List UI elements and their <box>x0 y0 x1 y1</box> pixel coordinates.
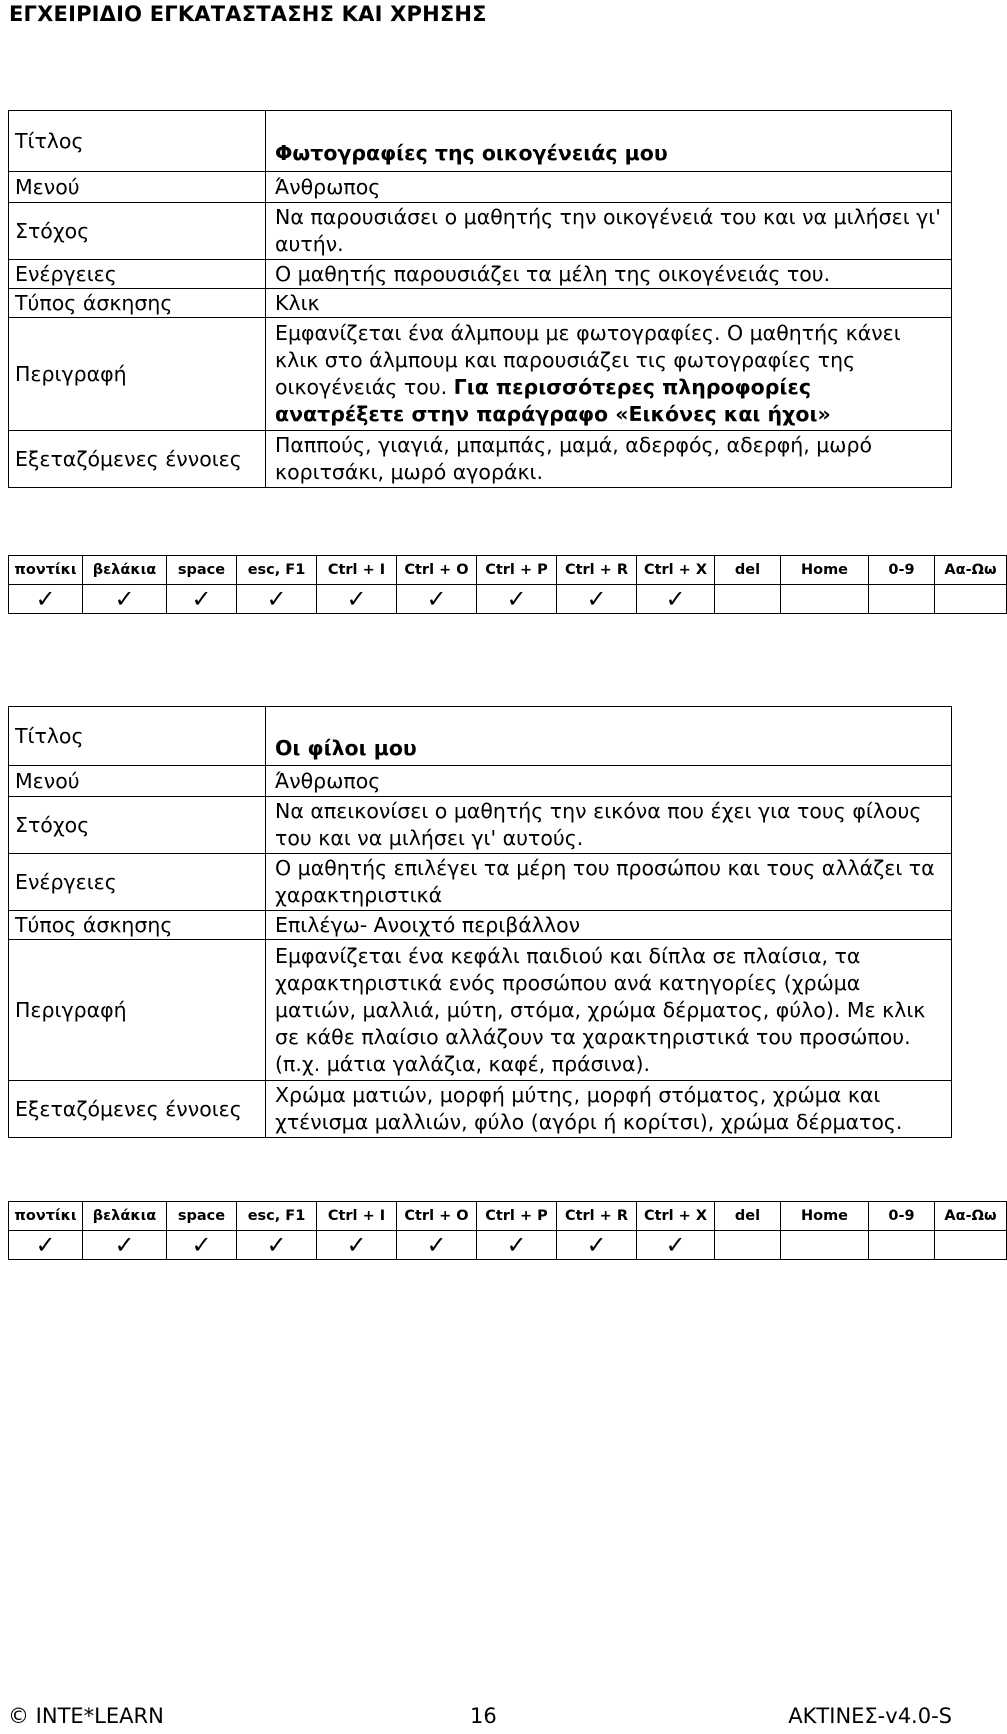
label-description: Περιγραφή <box>9 940 266 1081</box>
check-icon: ✓ <box>35 585 56 613</box>
check-icon: ✓ <box>506 1231 527 1259</box>
check-icon: ✓ <box>506 585 527 613</box>
activity-concepts: Χρώμα ματιών, μορφή μύτης, μορφή στόματος, χρώμα και χτένισμα μαλλιών, φύλο (αγόρι ή κορίτσι), χρώμα δέρματος. <box>266 1081 952 1138</box>
key-check-cell <box>477 1231 557 1260</box>
key-check-cell <box>935 1231 1007 1260</box>
key-label: ποντίκι <box>9 1202 83 1231</box>
label-type: Τύπος άσκησης <box>9 289 266 318</box>
key-label: Ctrl + X <box>637 1202 715 1231</box>
activity-description-bold: Για περισσότερες πληροφορίες ανατρέξετε στην παράγραφο «Εικόνες και ήχοι» <box>275 375 831 426</box>
label-type: Τύπος άσκησης <box>9 911 266 940</box>
key-check-cell <box>477 585 557 614</box>
key-label: space <box>167 1202 237 1231</box>
key-check-cell <box>9 1231 83 1260</box>
activity-type: Κλικ <box>266 289 952 318</box>
key-check-cell <box>317 585 397 614</box>
key-check-cell <box>167 1231 237 1260</box>
check-icon: ✓ <box>426 1231 447 1259</box>
check-icon: ✓ <box>586 585 607 613</box>
check-icon: ✓ <box>114 585 135 613</box>
check-icon: ✓ <box>266 1231 287 1259</box>
key-label: Ctrl + R <box>557 1202 637 1231</box>
key-check-cell <box>715 1231 781 1260</box>
page-header-title: ΕΓΧΕΙΡΙΔΙΟ ΕΓΚΑΤΑΣΤΑΣΗΣ ΚΑΙ ΧΡΗΣΗΣ <box>9 2 487 26</box>
activity-title: Φωτογραφίες της οικογένειάς μου <box>266 111 952 172</box>
key-check-cell <box>637 585 715 614</box>
key-label: del <box>715 556 781 585</box>
check-icon: ✓ <box>346 1231 367 1259</box>
key-label: Ctrl + O <box>397 1202 477 1231</box>
key-label: Ctrl + P <box>477 1202 557 1231</box>
key-label: 0-9 <box>869 1202 935 1231</box>
key-label: Ctrl + R <box>557 556 637 585</box>
key-label: Ctrl + I <box>317 556 397 585</box>
key-label: Ctrl + P <box>477 556 557 585</box>
label-title: Τίτλος <box>9 707 266 766</box>
footer-copyright: © INTE*LEARN <box>8 1704 164 1728</box>
key-label: Αα-Ωω <box>935 1202 1007 1231</box>
key-check-cell <box>167 585 237 614</box>
key-check-cell <box>237 585 317 614</box>
key-label: Αα-Ωω <box>935 556 1007 585</box>
key-label: esc, F1 <box>237 1202 317 1231</box>
page-footer <box>0 1700 960 1734</box>
label-actions: Ενέργειες <box>9 260 266 289</box>
activity-description-cell <box>266 318 952 431</box>
label-description: Περιγραφή <box>9 318 266 431</box>
key-label: space <box>167 556 237 585</box>
key-check-cell <box>935 585 1007 614</box>
activity-menu: Άνθρωπος <box>266 766 952 797</box>
label-goal: Στόχος <box>9 797 266 854</box>
activity-title: Οι φίλοι μου <box>266 707 952 766</box>
label-goal: Στόχος <box>9 203 266 260</box>
key-label: Ctrl + I <box>317 1202 397 1231</box>
label-concepts: Εξεταζόμενες έννοιες <box>9 431 266 488</box>
check-icon: ✓ <box>114 1231 135 1259</box>
keyboard-table-1 <box>8 555 1007 614</box>
check-icon: ✓ <box>426 585 447 613</box>
check-icon: ✓ <box>191 1231 212 1259</box>
key-check-cell <box>557 585 637 614</box>
key-label: βελάκια <box>83 556 167 585</box>
check-icon: ✓ <box>266 585 287 613</box>
key-check-cell <box>781 585 869 614</box>
key-check-cell <box>637 1231 715 1260</box>
key-label: βελάκια <box>83 1202 167 1231</box>
key-check-cell <box>781 1231 869 1260</box>
activity-actions: Ο μαθητής παρουσιάζει τα μέλη της οικογένειάς του. <box>266 260 952 289</box>
activity-goal: Να απεικονίσει ο μαθητής την εικόνα που έχει για τους φίλους του και να μιλήσει γι' αυτούς. <box>266 797 952 854</box>
activity-goal: Να παρουσιάσει ο μαθητής την οικογένειά του και να μιλήσει γι' αυτήν. <box>266 203 952 260</box>
key-check-cell <box>715 585 781 614</box>
check-icon: ✓ <box>586 1231 607 1259</box>
check-icon: ✓ <box>346 585 367 613</box>
activity-description: Εμφανίζεται ένα άλμπουμ με φωτογραφίες. Ο μαθητής κάνει κλικ στο άλμπουμ και παρουσιάζει τις φωτογραφίες της οικογένειάς του. <box>275 321 901 399</box>
key-label: del <box>715 1202 781 1231</box>
footer-product-version: ΑΚΤΙΝΕΣ-v4.0-S <box>788 1704 952 1728</box>
footer-page-number: 16 <box>470 1704 497 1728</box>
activity-menu: Άνθρωπος <box>266 172 952 203</box>
activity-actions: Ο μαθητής επιλέγει τα μέρη του προσώπου και τους αλλάζει τα χαρακτηριστικά <box>266 854 952 911</box>
check-icon: ✓ <box>665 585 686 613</box>
check-icon: ✓ <box>665 1231 686 1259</box>
activity-type: Επιλέγω- Ανοιχτό περιβάλλον <box>266 911 952 940</box>
activity-table-2 <box>8 706 952 1138</box>
activity-table-1 <box>8 110 952 488</box>
key-check-cell <box>83 585 167 614</box>
key-check-cell <box>9 585 83 614</box>
key-check-cell <box>869 1231 935 1260</box>
key-check-cell <box>557 1231 637 1260</box>
key-label: 0-9 <box>869 556 935 585</box>
label-actions: Ενέργειες <box>9 854 266 911</box>
label-concepts: Εξεταζόμενες έννοιες <box>9 1081 266 1138</box>
key-label: esc, F1 <box>237 556 317 585</box>
key-label: Ctrl + O <box>397 556 477 585</box>
key-check-cell <box>317 1231 397 1260</box>
key-check-cell <box>237 1231 317 1260</box>
key-label: ποντίκι <box>9 556 83 585</box>
label-menu: Μενού <box>9 172 266 203</box>
activity-concepts: Παππούς, γιαγιά, μπαμπάς, μαμά, αδερφός, αδερφή, μωρό κοριτσάκι, μωρό αγοράκι. <box>266 431 952 488</box>
activity-description: Εμφανίζεται ένα κεφάλι παιδιού και δίπλα σε πλαίσια, τα χαρακτηριστικά ενός προσώπου ανά κατηγορίες (χρώμα ματιών, μαλλιά, μύτη, στόμα, χρώμα δέρματος, φύλο). Με κλικ σε κάθε πλαίσιο αλλάζουν τα χαρακτηριστικά του προσώπου. (π.χ. μάτια γαλάζια, καφέ, πράσινα). <box>266 940 952 1081</box>
key-check-cell <box>397 585 477 614</box>
label-title: Τίτλος <box>9 111 266 172</box>
key-label: Home <box>781 1202 869 1231</box>
key-check-cell <box>869 585 935 614</box>
key-check-cell <box>397 1231 477 1260</box>
key-check-cell <box>83 1231 167 1260</box>
key-label: Ctrl + X <box>637 556 715 585</box>
check-icon: ✓ <box>191 585 212 613</box>
label-menu: Μενού <box>9 766 266 797</box>
check-icon: ✓ <box>35 1231 56 1259</box>
keyboard-table-2 <box>8 1201 1007 1260</box>
key-label: Home <box>781 556 869 585</box>
